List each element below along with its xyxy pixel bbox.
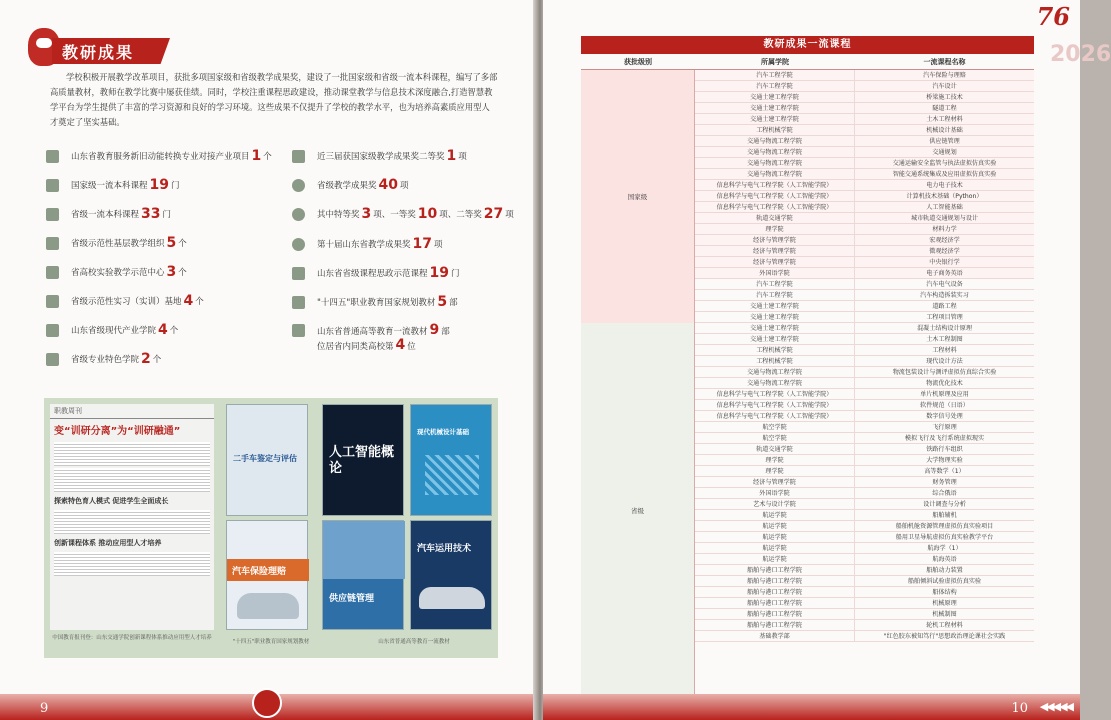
- books-icon: [292, 324, 305, 337]
- stat-left-item: 国家级一流本科课程 19 门: [46, 177, 180, 193]
- cell-course: 轮机工程材料: [926, 622, 963, 629]
- cell-course: 船舶机舱资源管理虚拟仿真实验项目: [895, 523, 994, 530]
- table-row: [695, 257, 1034, 268]
- table-header: [581, 54, 1034, 70]
- cell-college: 轨道交通学院: [695, 444, 855, 454]
- table-row: [695, 81, 1034, 92]
- stat-left-item: 省级示范性基层教学组织 5 个: [46, 235, 187, 251]
- cell-college: 航运学院: [695, 510, 855, 520]
- table-row: [695, 565, 1034, 576]
- cell-college: 信息科学与电气工程学院（人工智能学院）: [695, 389, 855, 399]
- stat-right-7: 山东省普通高等教育一流教材 9 部 位居省内同类高校第 4 位: [292, 324, 450, 354]
- cell-college: 工程机械学院: [695, 125, 855, 135]
- table-row: [695, 433, 1034, 444]
- cell-course: 航海英语: [932, 556, 957, 563]
- cell-course: 船舶动力装置: [926, 567, 963, 574]
- cell-college: 航空学院: [695, 422, 855, 432]
- header-level: 获批级别: [624, 57, 652, 66]
- table-row: [695, 268, 1034, 279]
- medal-icon: [292, 179, 305, 192]
- cell-college: 工程机械学院: [695, 356, 855, 366]
- table-row: [695, 499, 1034, 510]
- stat-left-item: 省级专业特色学院 2 个: [46, 351, 161, 367]
- cell-course: 人工智能基础: [926, 204, 963, 211]
- section-title: 教研成果: [62, 43, 135, 62]
- cell-college: 理学院: [695, 224, 855, 234]
- cell-course: 飞行原理: [932, 424, 957, 431]
- table-row: [695, 400, 1034, 411]
- book-cover-auto-tech: 汽车运用技术: [410, 520, 492, 630]
- cell-college: 信息科学与电气工程学院（人工智能学院）: [695, 180, 855, 190]
- stat-right-4: 第十届山东省教学成果奖 17 项: [292, 236, 443, 252]
- cell-course: 船体结构: [932, 589, 957, 596]
- table-row: [695, 235, 1034, 246]
- level-column: [581, 70, 695, 697]
- cell-course: 材料力学: [932, 226, 957, 233]
- table-row: [695, 312, 1034, 323]
- table-row: [695, 147, 1034, 158]
- cell-college: 交通土建工程学院: [695, 334, 855, 344]
- cell-course: 机械制图: [932, 611, 957, 618]
- stat-right-6: "十四五"职业教育国家规划教材 5 部: [292, 294, 458, 310]
- table-row: [695, 246, 1034, 257]
- cell-college: 经济与管理学院: [695, 235, 855, 245]
- table-row: [695, 136, 1034, 147]
- cell-course: 财务管理: [932, 479, 957, 486]
- cell-course: 土木工程制图: [926, 336, 963, 343]
- cell-college: 理学院: [695, 455, 855, 465]
- cell-college: 船舶与港口工程学院: [695, 620, 855, 630]
- stat-left-item: 省高校实验教学示范中心 3 个: [46, 264, 187, 280]
- cell-college: 经济与管理学院: [695, 246, 855, 256]
- table-row: [695, 367, 1034, 378]
- cell-course: 工程项目管理: [926, 314, 963, 321]
- cell-course: 物流包装设计与测评虚拟仿真综合实验: [892, 369, 997, 376]
- book-icon: [46, 179, 59, 192]
- cell-college: 艺术与设计学院: [695, 499, 855, 509]
- cell-course: 铁路行车组织: [926, 446, 963, 453]
- level-national: 国家级: [581, 70, 694, 323]
- cell-course: 隧道工程: [932, 105, 957, 112]
- table-row: [695, 411, 1034, 422]
- table-row: [695, 279, 1034, 290]
- table-row: [695, 455, 1034, 466]
- team-icon: [46, 237, 59, 250]
- cell-course: 汽车构造拆装实习: [920, 292, 969, 299]
- book-cover-insurance: 汽车保险理赔: [226, 520, 308, 630]
- medal-icon: [292, 238, 305, 251]
- stat-right-5: 山东省省级课程思政示范课程 19 门: [292, 265, 460, 281]
- cell-college: 船舶与港口工程学院: [695, 565, 855, 575]
- cell-course: 物流优化技术: [926, 380, 963, 387]
- cell-college: 交通土建工程学院: [695, 114, 855, 124]
- table-row: [695, 125, 1034, 136]
- table-row: [695, 488, 1034, 499]
- table-row: [695, 224, 1034, 235]
- cell-course: 电力电子技术: [926, 182, 963, 189]
- university-emblem-icon: [252, 688, 282, 718]
- table-title: 教研成果一流课程: [581, 36, 1034, 54]
- cell-college: 船舶与港口工程学院: [695, 576, 855, 586]
- cell-college: 交通土建工程学院: [695, 103, 855, 113]
- cell-course: 现代设计方法: [926, 358, 963, 365]
- cell-course: 混凝土结构设计原理: [917, 325, 972, 332]
- book-cover-supply-chain: 供应链管理: [322, 520, 404, 630]
- cell-college: 交通与物流工程学院: [695, 136, 855, 146]
- cell-course: 模拟飞行及飞行系统虚拟现实: [904, 435, 985, 442]
- level-provincial: 省级: [581, 323, 694, 697]
- cell-course: 微观经济学: [929, 248, 960, 255]
- table-row: [695, 620, 1034, 631]
- anniversary-logo: 76: [1036, 2, 1070, 31]
- courses-table: [581, 36, 1034, 697]
- photo-collage: [44, 398, 498, 658]
- table-row: [695, 554, 1034, 565]
- table-row: [695, 92, 1034, 103]
- caption-provincial-textbooks: 山东省普通高等教育一流教材: [378, 639, 450, 645]
- table-row: [695, 598, 1034, 609]
- books-icon: [292, 267, 305, 280]
- table-row: [695, 444, 1034, 455]
- table-row: [695, 477, 1034, 488]
- cell-course: 宏观经济学: [929, 237, 960, 244]
- table-row: [695, 169, 1034, 180]
- stat-left-item: 省级示范性实习（实训）基地 4 个: [46, 293, 204, 309]
- table-body: [581, 70, 1034, 697]
- table-row: [695, 191, 1034, 202]
- table-row: [695, 543, 1034, 554]
- table-row: [695, 631, 1034, 642]
- cell-college: 经济与管理学院: [695, 257, 855, 267]
- book-cover-ai: 人工智能概论: [322, 404, 404, 516]
- cell-course: 汽车保险与理赔: [923, 72, 966, 79]
- stat-right-3: 其中特等奖 3 项、一等奖 10 项、二等奖 27 项: [292, 206, 514, 222]
- cell-college: 轨道交通学院: [695, 213, 855, 223]
- page-number: 9: [40, 701, 49, 716]
- table-row: [695, 576, 1034, 587]
- year-watermark: 2026: [1050, 42, 1111, 67]
- industry-icon: [46, 324, 59, 337]
- caption-newspaper: 中国教育报刊登：山东交通学院创新课程体系推动应用型人才培养: [52, 635, 212, 641]
- cell-course: 工程材料: [932, 347, 957, 354]
- cell-course: 智能交通系统集成及应用虚拟仿真实验: [892, 171, 997, 178]
- cell-college: 航空学院: [695, 433, 855, 443]
- newspaper-clipping: 职教周刊 变“训研分离”为“训研融通” 探索特色育人模式 促进学生全面成长 创新课程体系 推动应用型人才培养: [50, 404, 214, 630]
- table-row: [695, 378, 1034, 389]
- cell-college: 汽车工程学院: [695, 70, 855, 80]
- cell-college: 外国语学院: [695, 488, 855, 498]
- page-number: 10: [1011, 701, 1028, 716]
- header-course: 一流课程名称: [923, 57, 966, 66]
- cell-college: 工程机械学院: [695, 345, 855, 355]
- cell-course: 设计调查与分析: [923, 501, 966, 508]
- cell-course: 大学物理实验: [926, 457, 963, 464]
- cell-college: 汽车工程学院: [695, 81, 855, 91]
- cell-course: 电子商务英语: [926, 270, 963, 277]
- table-row: [695, 213, 1034, 224]
- cell-course: 土木工程材料: [926, 116, 963, 123]
- check-doc-icon: [46, 295, 59, 308]
- cell-college: 航运学院: [695, 521, 855, 531]
- right-footer-band: [543, 694, 1080, 720]
- cell-college: 汽车工程学院: [695, 290, 855, 300]
- left-footer-band: [0, 694, 537, 720]
- cell-college: 交通与物流工程学院: [695, 158, 855, 168]
- cell-course: 船舶辅机: [932, 512, 957, 519]
- table-row: [695, 532, 1034, 543]
- table-row: [695, 422, 1034, 433]
- cell-course: 供应链管理: [929, 138, 960, 145]
- cell-course: 汽车设计: [932, 83, 957, 90]
- cell-course: 航海学（1）: [927, 545, 962, 552]
- cell-college: 汽车工程学院: [695, 279, 855, 289]
- cell-college: 基础教学部: [695, 631, 855, 641]
- cell-course: 船舶倾斜试验虚拟仿真实验: [907, 578, 982, 585]
- table-row: [695, 158, 1034, 169]
- cell-course: 汽车电气设备: [926, 281, 963, 288]
- table-row: [695, 356, 1034, 367]
- cell-college: 信息科学与电气工程学院（人工智能学院）: [695, 191, 855, 201]
- cell-college: 航运学院: [695, 543, 855, 553]
- cell-course: 单片机原理及应用: [920, 391, 969, 398]
- cell-course: 桥梁施工技术: [926, 94, 963, 101]
- chevron-decoration-icon: ◀◀◀◀◀: [1039, 700, 1072, 713]
- cell-college: 交通土建工程学院: [695, 323, 855, 333]
- stat-right-1: 近三届获国家级教学成果奖二等奖 1 项: [292, 148, 467, 164]
- intro-paragraph: 学校积极开展教学改革项目，获批多项国家级和省级教学成果奖，建设了一批国家级和省级一流本科课程，编写了多部高质量教材，教师在教学比赛中屡获佳绩。同时，学校注重课程思政建设，推动课堂教学与信息技术深度融合,打造智慧教学平台为学生提供了丰富的学习资源和良好的学习环境。这些成果不仅提升了学校的教学水平，也为培养高素质应用型人才奠定了坚实基础。: [50, 72, 498, 127]
- table-row: [695, 609, 1034, 620]
- cell-college: 信息科学与电气工程学院（人工智能学院）: [695, 400, 855, 410]
- cell-college: 交通土建工程学院: [695, 92, 855, 102]
- cell-course: 数字信号处理: [926, 413, 963, 420]
- table-row: [695, 70, 1034, 81]
- cell-college: 航运学院: [695, 554, 855, 564]
- cell-college: 交通与物流工程学院: [695, 169, 855, 179]
- cell-course: 软件规范（日语）: [920, 402, 969, 409]
- cell-course: 船用卫星导航虚拟仿真实验教学平台: [895, 534, 994, 541]
- cell-course: 道路工程: [932, 303, 957, 310]
- cell-college: 船舶与港口工程学院: [695, 609, 855, 619]
- caption-national-textbooks: "十四五"职业教育国家规划教材: [232, 639, 310, 645]
- cell-college: 交通与物流工程学院: [695, 378, 855, 388]
- cell-college: 信息科学与电气工程学院（人工智能学院）: [695, 411, 855, 421]
- document-icon: [292, 296, 305, 309]
- cell-course: 中央银行学: [929, 259, 960, 266]
- cell-course: 城市轨道交通规划与设计: [910, 215, 979, 222]
- book-icon: [46, 208, 59, 221]
- table-row: [695, 301, 1034, 312]
- cell-college: 交通与物流工程学院: [695, 147, 855, 157]
- cell-course: 综合俄语: [932, 490, 957, 497]
- medal-icon: [292, 208, 305, 221]
- table-row: [695, 587, 1034, 598]
- building-icon: [46, 150, 59, 163]
- cell-course: "红色胶东被知笃行"思想政治理论课社会实践: [883, 633, 1006, 640]
- left-page: [0, 0, 537, 720]
- table-row: [695, 323, 1034, 334]
- cell-college: 交通土建工程学院: [695, 301, 855, 311]
- cell-course: 机械设计基础: [926, 127, 963, 134]
- cell-college: 交通与物流工程学院: [695, 367, 855, 377]
- cell-course: 交通规划: [932, 149, 957, 156]
- cell-college: 理学院: [695, 466, 855, 476]
- book-cover-used-car: 二手车鉴定与评估: [226, 404, 308, 516]
- right-page: [543, 0, 1111, 720]
- table-row: [695, 389, 1034, 400]
- cell-college: 信息科学与电气工程学院（人工智能学院）: [695, 202, 855, 212]
- table-row: [695, 114, 1034, 125]
- cell-college: 船舶与港口工程学院: [695, 587, 855, 597]
- cell-course: 高等数学（1）: [924, 468, 965, 475]
- table-row: [695, 290, 1034, 301]
- cell-course: 交通运输安全监管与执法虚拟仿真实验: [892, 160, 997, 167]
- document-icon: [46, 266, 59, 279]
- stat-right-2: 省级教学成果奖 40 项: [292, 177, 409, 193]
- stat-left-item: 省级一流本科课程 33 门: [46, 206, 171, 222]
- book-cover-mechanical: 现代机械设计基础: [410, 404, 492, 516]
- cell-college: 经济与管理学院: [695, 477, 855, 487]
- gear-icon: [46, 353, 59, 366]
- stat-left-item: 山东省教育服务新旧动能转换专业对接产业项目 1 个: [46, 148, 272, 164]
- table-row: [695, 510, 1034, 521]
- cell-college: 航运学院: [695, 532, 855, 542]
- table-row: [695, 180, 1034, 191]
- table-row: [695, 345, 1034, 356]
- course-rows: [695, 70, 1034, 697]
- stat-left-item: 山东省级现代产业学院 4 个: [46, 322, 178, 338]
- books-icon: [292, 150, 305, 163]
- table-row: [695, 103, 1034, 114]
- table-row: [695, 521, 1034, 532]
- table-row: [695, 466, 1034, 477]
- header-college: 所属学院: [761, 57, 789, 66]
- cell-course: 计算机技术基础（Python）: [906, 193, 983, 200]
- cell-course: 机械原理: [932, 600, 957, 607]
- cell-college: 船舶与港口工程学院: [695, 598, 855, 608]
- table-row: [695, 334, 1034, 345]
- cell-college: 交通土建工程学院: [695, 312, 855, 322]
- cell-college: 外国语学院: [695, 268, 855, 278]
- table-row: [695, 202, 1034, 213]
